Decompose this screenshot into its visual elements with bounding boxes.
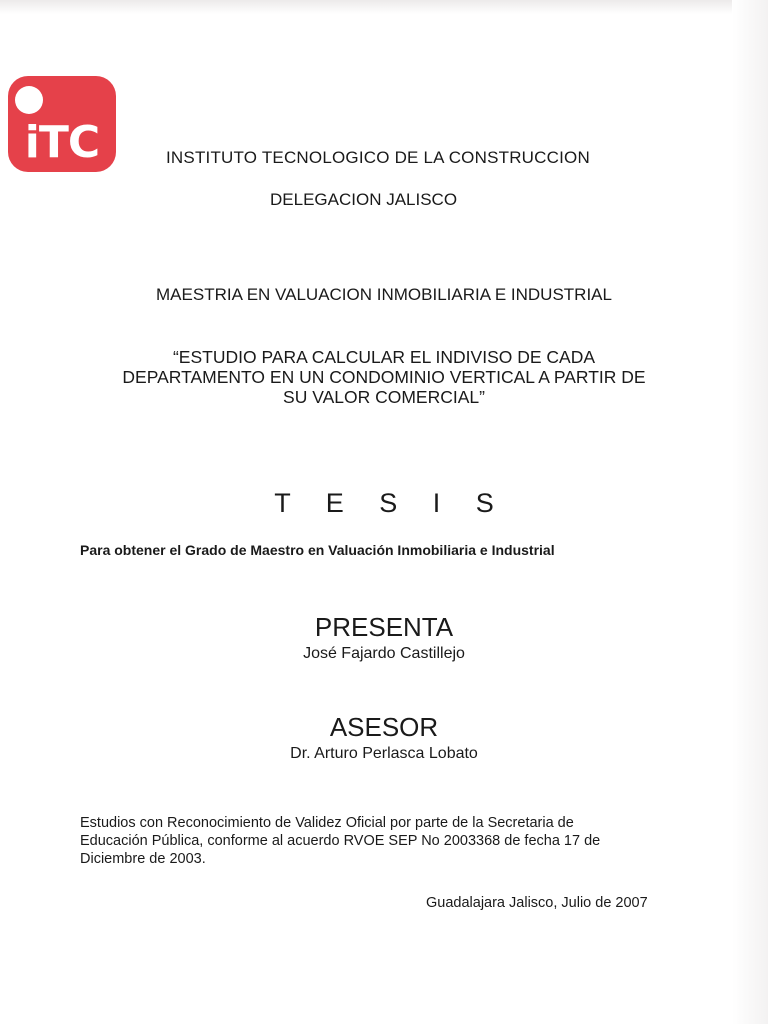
thesis-title-line: “ESTUDIO PARA CALCULAR EL INDIVISO DE CADA (172, 347, 596, 367)
thesis-title (60, 347, 708, 407)
validity-line: Estudios con Reconocimiento de Validez Oficial por parte de la Secretaria de (80, 815, 574, 831)
presenter-heading: PRESENTA (314, 612, 454, 642)
delegation-name: DELEGACION JALISCO (270, 190, 458, 209)
validity-line: Educación Pública, conforme al acuerdo RVOE SEP No 2003368 de fecha 17 de (80, 833, 601, 849)
thesis-title-line: SU VALOR COMERCIAL” (283, 387, 485, 407)
thesis-title-line: DEPARTAMENTO EN UN CONDOMINIO VERTICAL A PARTIR DE (122, 367, 646, 387)
logo-text: iTC (24, 117, 100, 168)
itc-logo-icon (8, 76, 116, 172)
document-type-heading: T E S I S (274, 488, 508, 518)
program-name: MAESTRIA EN VALUACION INMOBILIARIA E INDUSTRIAL (156, 285, 612, 304)
advisor-name: Dr. Arturo Perlasca Lobato (290, 745, 478, 762)
scan-shadow-top (0, 0, 768, 14)
degree-purpose: Para obtener el Grado de Maestro en Valuación Inmobiliaria e Industrial (80, 542, 555, 558)
advisor-heading: ASESOR (329, 712, 439, 742)
author-name: José Fajardo Castillejo (303, 645, 465, 662)
institution-name: INSTITUTO TECNOLOGICO DE LA CONSTRUCCION (166, 148, 590, 167)
place-and-date: Guadalajara Jalisco, Julio de 2007 (426, 895, 648, 911)
validity-line: Diciembre de 2003. (80, 851, 206, 867)
official-validity-statement (80, 814, 680, 868)
